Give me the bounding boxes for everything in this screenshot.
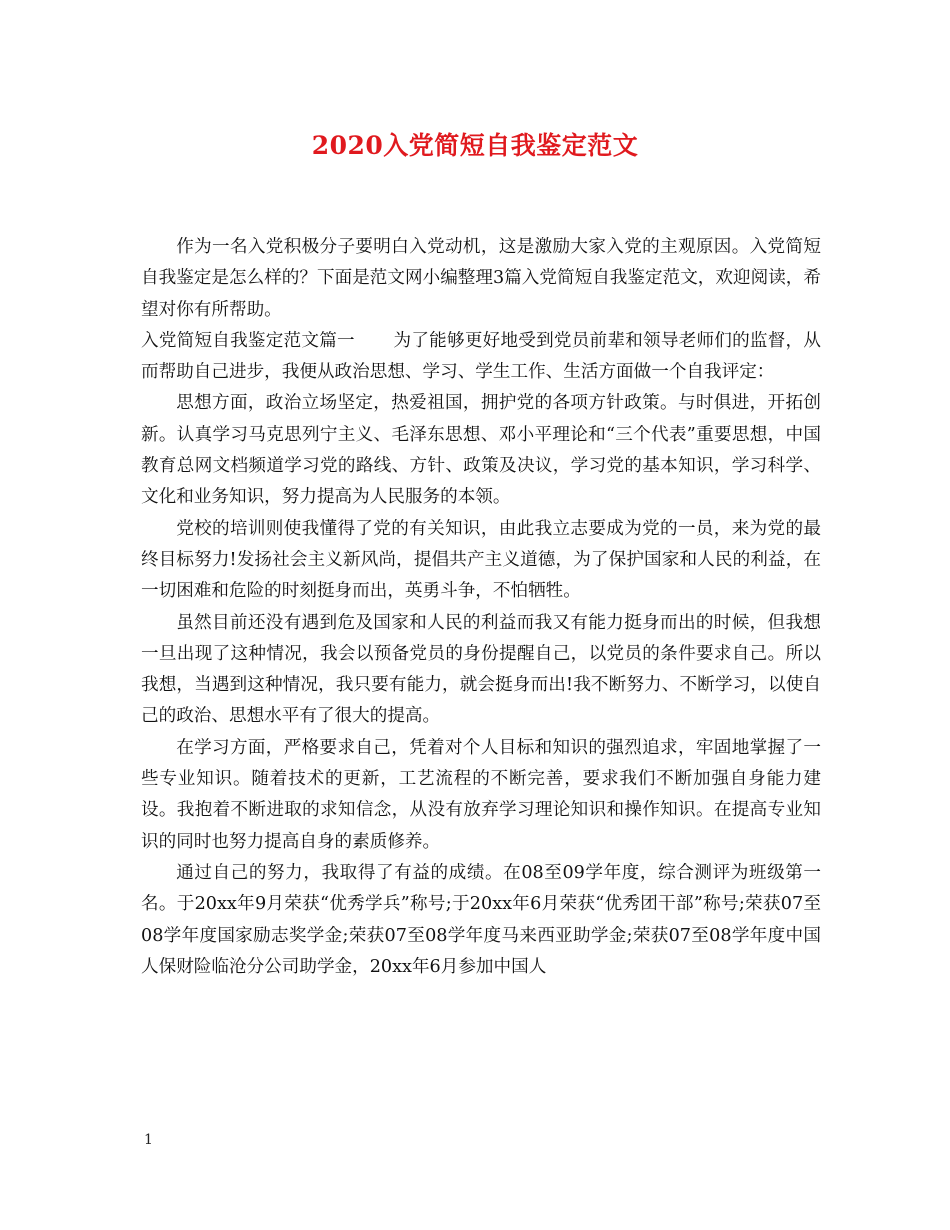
- section-heading: 入党简短自我鉴定范文篇一: [141, 330, 355, 351]
- intro-paragraph: 作为一名入党积极分子要明白入党动机，这是激励大家入党的主观原因。入党简短自我鉴定是怎么样的？下面是范文网小编整理3篇入党简短自我鉴定范文，欢迎阅读，希望对你有所帮助。: [141, 237, 821, 320]
- document-title: 2020入党简短自我鉴定范文: [311, 131, 639, 160]
- page-number: 1: [144, 1132, 153, 1148]
- body-paragraph-ideology: 思想方面，政治立场坚定，热爱祖国，拥护党的各项方针政策。与时俱进，开拓创新。认真学习马克思列宁主义、毛泽东思想、邓小平理论和“三个代表”重要思想，中国教育总网文档频道学习党的路线、方针、政策及决议，学习党的基本知识，学习科学、文化和业务知识，努力提高为人民服务的本领。: [141, 393, 821, 508]
- body-paragraph-achievements: 通过自己的努力，我取得了有益的成绩。在08至09学年度，综合测评为班级第一名。于20xx年9月荣获“优秀学兵”称号;于20xx年6月荣获“优秀团干部”称号;荣获07至08学年度国家励志奖学金;荣获07至08学年度马来西亚助学金;荣获07至08学年度中国人保财险临沧分公司助学金，20xx年6月参加中国人: [141, 862, 821, 977]
- body-paragraph-responsibility: 虽然目前还没有遇到危及国家和人民的利益而我又有能力挺身而出的时候，但我想一旦出现了这种情况，我会以预备党员的身份提醒自己，以党员的条件要求自己。所以我想，当遇到这种情况，我只要有能力，就会挺身而出!我不断努力、不断学习，以使自己的政治、思想水平有了很大的提高。: [141, 612, 821, 727]
- document-body: [141, 232, 821, 983]
- section-lead-text: 为了能够更好地受到党员前辈和领导老师们的监督，从而帮助自己进步，我便从政治思想、学习、学生工作、生活方面做一个自我评定：: [141, 330, 821, 383]
- body-paragraph-party-school: 党校的培训则使我懂得了党的有关知识，由此我立志要成为党的一员，来为党的最终目标努力!发扬社会主义新风尚，提倡共产主义道德，为了保护国家和人民的利益，在一切困难和危险的时刻挺身而出，英勇斗争，不怕牺牲。: [141, 518, 821, 602]
- section-paragraph: [141, 326, 821, 389]
- body-paragraph-study: 在学习方面，严格要求自己，凭着对个人目标和知识的强烈追求，牢固地掌握了一些专业知识。随着技术的更新，工艺流程的不断完善，要求我们不断加强自身能力建设。我抱着不断进取的求知信念，从没有放弃学习理论知识和操作知识。在提高专业知识的同时也努力提高自身的素质修养。: [141, 737, 821, 852]
